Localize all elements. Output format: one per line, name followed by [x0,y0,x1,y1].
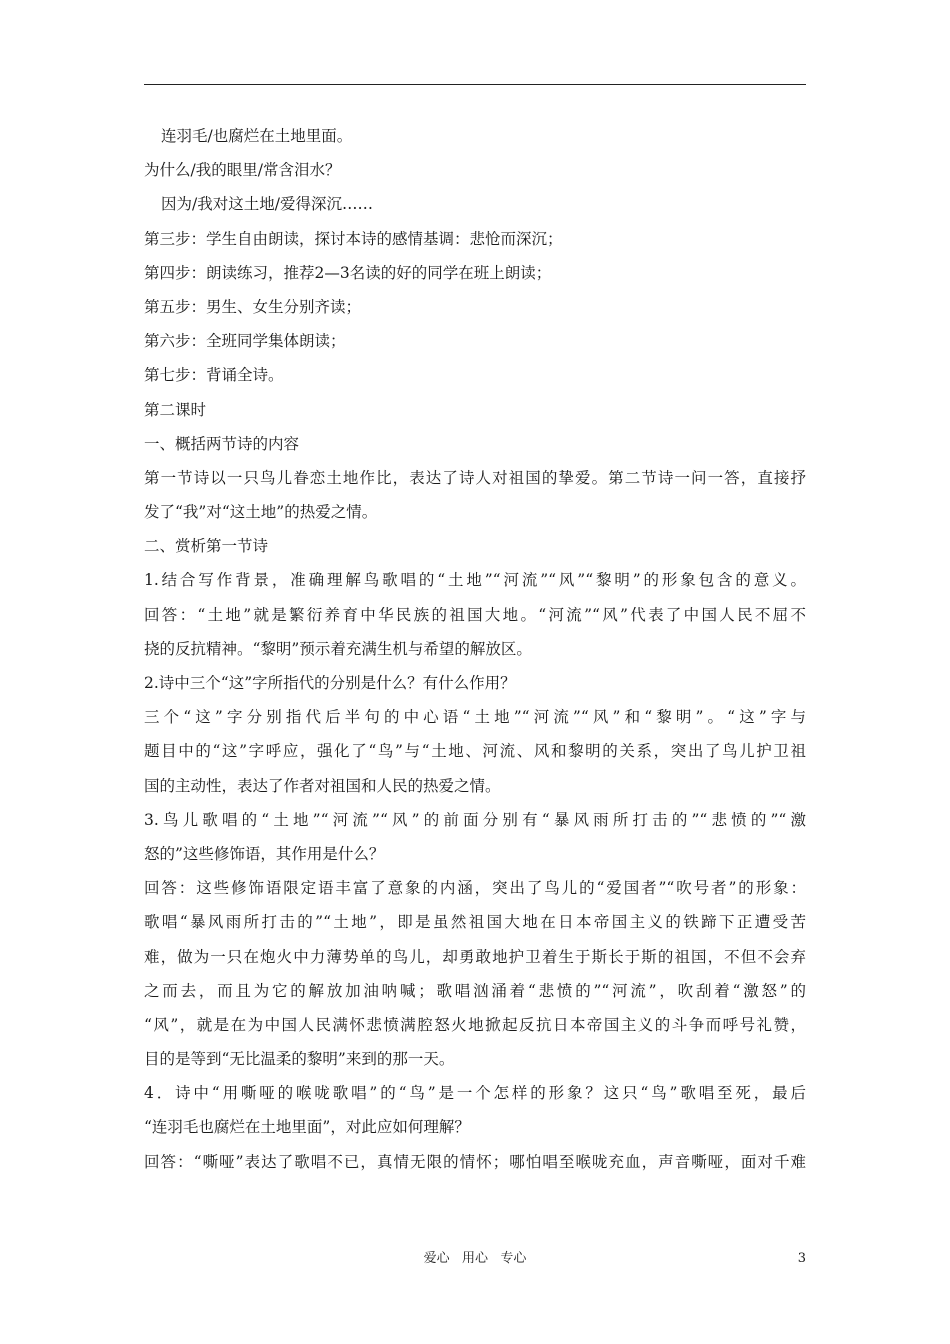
text-line: “风”，就是在为中国人民满怀悲愤满腔怒火地掀起反抗日本帝国主义的斗争而呼号礼赞， [144,1015,806,1034]
document-body [144,119,806,1179]
text-line: 三个“这”字分别指代后半句的中心语“土地”“河流”“风”和“黎明”。“这”字与 [144,708,806,727]
text-line: 第七步：背诵全诗。 [144,366,284,385]
page-footer [0,1249,950,1269]
text-line: 第二课时 [144,400,207,419]
text-line: 3.鸟儿歌唱的“土地”“河流”“风”的前面分别有“暴风雨所打击的”“悲愤的”“激 [144,810,806,829]
text-line: 题目中的“这”字呼应，强化了“鸟”与“土地、河流、风和黎明的关系，突出了鸟儿护卫祖 [144,742,806,761]
text-line: 国的主动性，表达了作者对祖国和人民的热爱之情。 [144,776,501,795]
text-line: “连羽毛也腐烂在土地里面”，对此应如何理解？ [144,1118,470,1137]
text-line: 之而去，而且为它的解放加油呐喊；歌唱汹涌着“悲愤的”“河流”，吹刮着“激怒”的 [144,981,806,1000]
text-line: 第一节诗以一只鸟儿眷恋土地作比，表达了诗人对祖国的挚爱。第二节诗一问一答，直接抒 [144,468,806,487]
text-line: 第六步：全班同学集体朗读； [144,332,346,351]
page-number: 3 [797,1251,806,1266]
text-line: 第三步：学生自由朗读，探讨本诗的感情基调：悲怆而深沉； [144,229,563,248]
text-line: 目的是等到“无比温柔的黎明”来到的那一天。 [144,1050,455,1069]
text-line: 4．诗中“用嘶哑的喉咙歌唱”的“鸟”是一个怎样的形象？这只“鸟”歌唱至死，最后 [144,1084,806,1103]
text-line: 第四步：朗读练习，推荐2—3名读的好的同学在班上朗读； [144,263,552,282]
text-line: 发了“我”对“这土地”的热爱之情。 [144,503,378,522]
text-line: 因为/我对这土地/爱得深沉…… [161,195,373,214]
text-line: 2.诗中三个“这”字所指代的分别是什么？有什么作用？ [144,674,516,692]
text-line: 回答：“嘶哑”表达了歌唱不已，真情无限的情怀；哪怕唱至喉咙充血，声音嘶哑，面对千难 [144,1152,806,1171]
text-line: 回答：这些修饰语限定语丰富了意象的内涵，突出了鸟儿的“爱国者”“吹号者”的形象： [144,879,806,898]
text-line: 挠的反抗精神。“黎明”预示着充满生机与希望的解放区。 [144,639,532,658]
text-line: 一、概括两节诗的内容 [144,434,300,453]
text-line: 难，做为一只在炮火中力薄势单的鸟儿，却勇敢地护卫着生于斯长于斯的祖国，不但不会弃 [144,947,806,966]
text-line: 第五步：男生、女生分别齐读； [144,297,362,316]
header-rule [144,84,806,85]
text-line: 歌唱“暴风雨所打击的”“土地”，即是虽然祖国大地在日本帝国主义的铁蹄下正遭受苦 [144,913,806,932]
text-line: 怒的”这些修饰语，其作用是什么？ [144,844,385,863]
footer-motto: 爱心 用心 专心 [423,1251,527,1266]
text-line: 1.结合写作背景，准确理解鸟歌唱的“土地”“河流”“风”“黎明”的形象包含的意义。 [144,571,806,590]
text-line: 连羽毛/也腐烂在土地里面。 [161,127,353,145]
text-line: 二、赏析第一节诗 [144,537,269,556]
text-line: 为什么/我的眼里/常含泪水？ [144,161,341,180]
text-line: 回答：“土地”就是繁衍养育中华民族的祖国大地。“河流”“风”代表了中国人民不屈不 [144,605,806,624]
